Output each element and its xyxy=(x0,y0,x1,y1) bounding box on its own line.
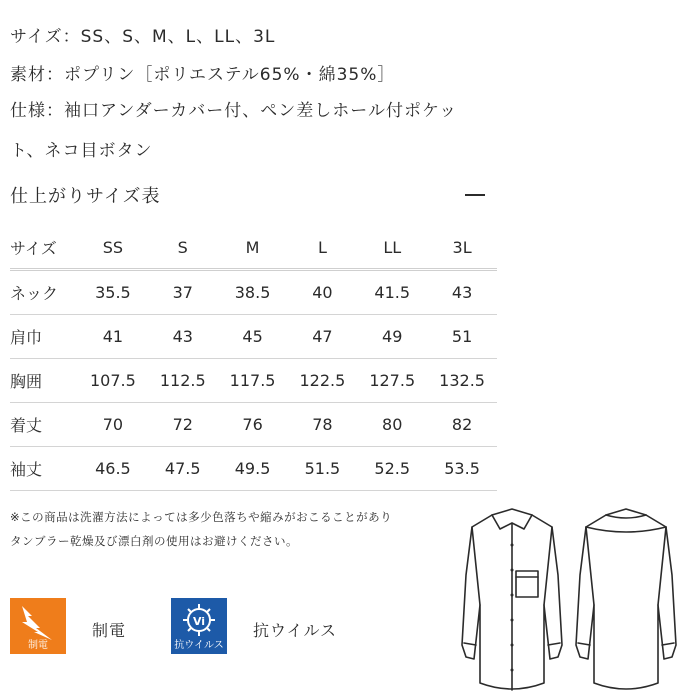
table-cell: 76 xyxy=(218,403,288,447)
row-label: ネック xyxy=(10,270,78,315)
size-chart-title: 仕上がりサイズ表 xyxy=(10,186,161,207)
table-row xyxy=(10,270,497,315)
table-cell: 78 xyxy=(287,403,357,447)
table-cell: 40 xyxy=(287,270,357,315)
table-cell: 52.5 xyxy=(357,447,427,491)
static-badge xyxy=(10,598,66,654)
table-cell: 46.5 xyxy=(78,447,148,491)
table-cell: 132.5 xyxy=(427,359,497,403)
table-cell: 43 xyxy=(148,315,218,359)
table-cell: 127.5 xyxy=(357,359,427,403)
shirt-illustration xyxy=(440,505,695,695)
table-cell: 47 xyxy=(287,315,357,359)
column-header: M xyxy=(218,226,288,270)
table-cell: 82 xyxy=(427,403,497,447)
care-note-line1: ※この商品は洗濯方法によっては多少色落ちや縮みがおこることがあり xyxy=(10,510,393,524)
column-header: 3L xyxy=(427,226,497,270)
table-cell: 122.5 xyxy=(287,359,357,403)
spec-size: サイズ：SS、S、M、L、LL、3L xyxy=(10,27,276,47)
table-cell: 49 xyxy=(357,315,427,359)
spec-detail-line2: ト、ネコ目ボタン xyxy=(10,141,153,161)
column-header: L xyxy=(287,226,357,270)
static-label: 制電 xyxy=(92,621,127,640)
table-cell: 53.5 xyxy=(427,447,497,491)
column-header: LL xyxy=(357,226,427,270)
table-cell: 72 xyxy=(148,403,218,447)
antiviral-label: 抗ウイルス xyxy=(253,621,338,640)
antiviral-badge-text: 抗ウイルス xyxy=(174,640,224,651)
antiviral-badge xyxy=(171,598,227,654)
table-cell: 117.5 xyxy=(218,359,288,403)
row-label: 着丈 xyxy=(10,403,78,447)
row-label: 袖丈 xyxy=(10,447,78,491)
column-header: サイズ xyxy=(10,226,78,270)
column-header: S xyxy=(148,226,218,270)
table-cell: 107.5 xyxy=(78,359,148,403)
table-cell: 43 xyxy=(427,270,497,315)
table-row xyxy=(10,315,497,359)
table-row xyxy=(10,447,497,491)
spec-detail-line1: 仕様：袖口アンダーカバー付、ペン差しホール付ポケッ xyxy=(10,101,458,121)
care-note-line2: タンブラー乾燥及び漂白剤の使用はお避けください。 xyxy=(10,534,298,548)
table-header-row xyxy=(10,226,497,270)
table-row xyxy=(10,403,497,447)
size-table xyxy=(10,226,497,491)
table-cell: 37 xyxy=(148,270,218,315)
table-cell: 51.5 xyxy=(287,447,357,491)
table-cell: 112.5 xyxy=(148,359,218,403)
table-cell: 41 xyxy=(78,315,148,359)
table-cell: 38.5 xyxy=(218,270,288,315)
column-header: SS xyxy=(78,226,148,270)
spec-material: 素材：ポプリン［ポリエステル65%・綿35%］ xyxy=(10,65,396,85)
static-badge-text: 制電 xyxy=(28,640,48,651)
table-cell: 51 xyxy=(427,315,497,359)
table-cell: 49.5 xyxy=(218,447,288,491)
table-row xyxy=(10,359,497,403)
row-label: 胸囲 xyxy=(10,359,78,403)
table-cell: 80 xyxy=(357,403,427,447)
table-cell: 70 xyxy=(78,403,148,447)
table-cell: 45 xyxy=(218,315,288,359)
antiviral-mark: Vi xyxy=(192,615,206,628)
table-cell: 41.5 xyxy=(357,270,427,315)
row-label: 肩巾 xyxy=(10,315,78,359)
table-cell: 35.5 xyxy=(78,270,148,315)
collapse-toggle-button[interactable] xyxy=(460,182,490,208)
table-cell: 47.5 xyxy=(148,447,218,491)
